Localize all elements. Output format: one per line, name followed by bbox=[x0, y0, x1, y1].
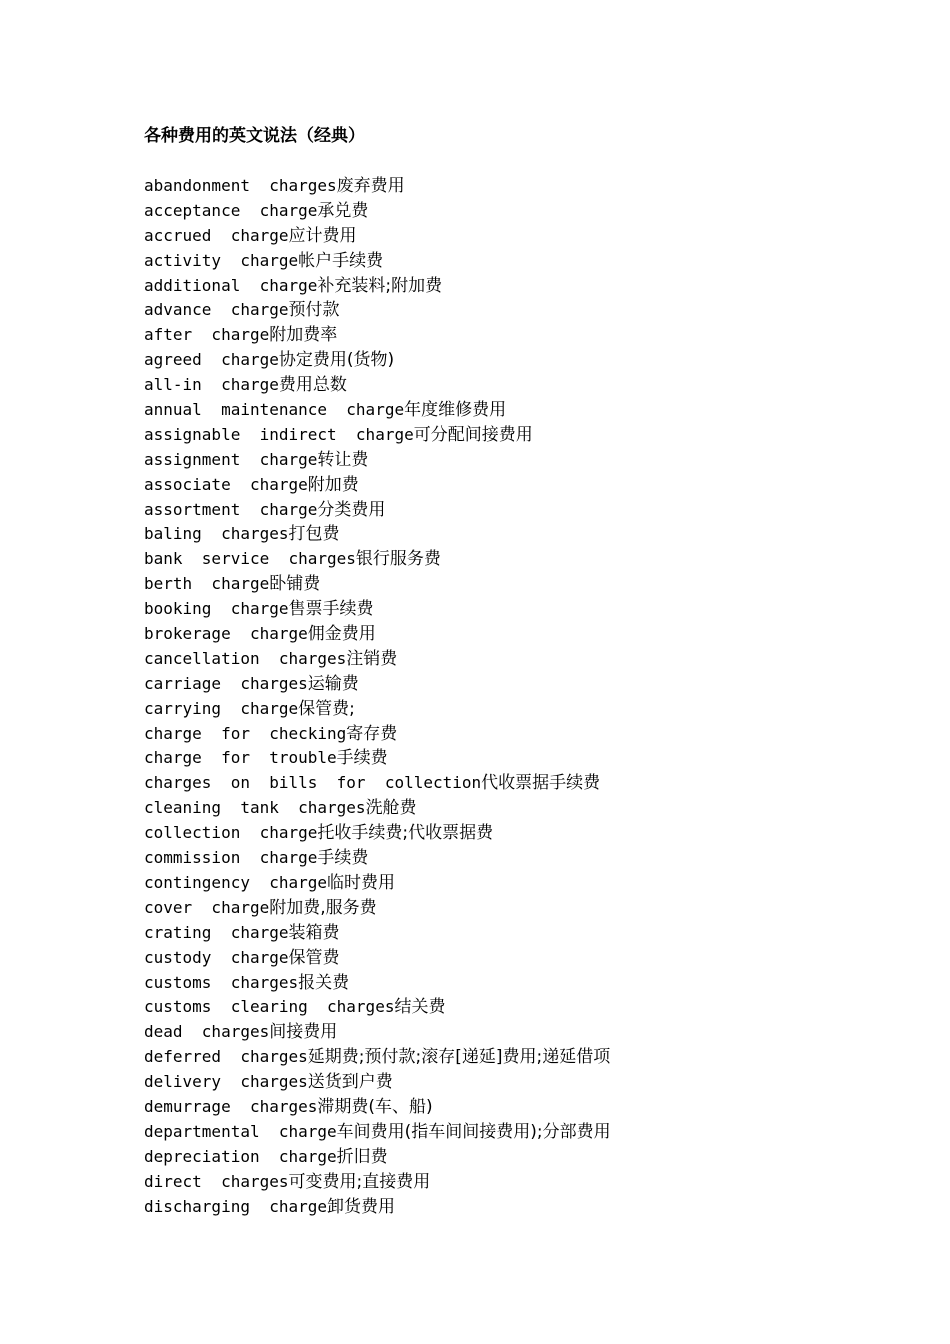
chinese-translation: 临时费用 bbox=[327, 872, 396, 893]
english-term: bank service charges bbox=[144, 549, 356, 569]
glossary-entry bbox=[144, 373, 611, 398]
english-term: assignment charge bbox=[144, 449, 318, 469]
glossary-entry bbox=[144, 971, 611, 996]
glossary-entry bbox=[144, 199, 611, 224]
glossary-entry bbox=[144, 746, 611, 771]
glossary-entry bbox=[144, 722, 611, 747]
chinese-translation: 转让费 bbox=[317, 449, 369, 470]
english-term: depreciation charge bbox=[144, 1146, 337, 1166]
glossary-entry bbox=[144, 946, 611, 971]
glossary-entry bbox=[144, 572, 611, 597]
english-term: charges on bills for collection bbox=[144, 773, 482, 793]
glossary-entry bbox=[144, 423, 611, 448]
chinese-translation: 寄存费 bbox=[346, 723, 398, 744]
english-term: customs clearing charges bbox=[144, 997, 395, 1017]
glossary-entry bbox=[144, 846, 611, 871]
chinese-translation: 协定费用(货物) bbox=[278, 350, 395, 371]
chinese-translation: 手续费 bbox=[336, 748, 388, 769]
chinese-translation: 补充装料;附加费 bbox=[317, 275, 443, 296]
glossary-entry bbox=[144, 1120, 611, 1145]
english-term: crating charge bbox=[144, 922, 289, 942]
glossary-entry bbox=[144, 448, 611, 473]
glossary-entry bbox=[144, 622, 611, 647]
glossary-entry bbox=[144, 348, 611, 373]
english-term: assignable indirect charge bbox=[144, 424, 414, 444]
english-term: customs charges bbox=[144, 972, 299, 992]
chinese-translation: 废弃费用 bbox=[336, 176, 405, 196]
glossary-entry bbox=[144, 1195, 611, 1220]
glossary-entry bbox=[144, 298, 611, 323]
english-term: abandonment charges bbox=[144, 176, 337, 195]
glossary-entry bbox=[144, 1145, 611, 1170]
english-term: carrying charge bbox=[144, 698, 299, 718]
english-term: activity charge bbox=[144, 250, 299, 270]
english-term: after charge bbox=[144, 325, 270, 345]
glossary-entry bbox=[144, 1095, 611, 1120]
english-term: charge for trouble bbox=[144, 748, 337, 768]
chinese-translation: 保管费 bbox=[288, 947, 340, 968]
page-title: 各种费用的英文说法（经典） bbox=[144, 126, 365, 146]
chinese-translation: 银行服务费 bbox=[355, 549, 441, 570]
glossary-entry bbox=[144, 249, 611, 274]
chinese-translation: 售票手续费 bbox=[288, 599, 374, 620]
english-term: accrued charge bbox=[144, 225, 289, 245]
english-term: charge for checking bbox=[144, 723, 347, 743]
glossary-list bbox=[144, 174, 611, 1219]
glossary-entry bbox=[144, 174, 611, 199]
glossary-entry bbox=[144, 896, 611, 921]
english-term: delivery charges bbox=[144, 1072, 308, 1092]
chinese-translation: 附加费,服务费 bbox=[269, 897, 377, 918]
english-term: additional charge bbox=[144, 275, 318, 295]
english-term: brokerage charge bbox=[144, 624, 308, 644]
chinese-translation: 打包费 bbox=[288, 524, 340, 545]
english-term: discharging charge bbox=[144, 1196, 328, 1216]
chinese-translation: 手续费 bbox=[317, 848, 369, 869]
glossary-entry bbox=[144, 995, 611, 1020]
chinese-translation: 可变费用;直接费用 bbox=[288, 1171, 431, 1192]
english-term: custody charge bbox=[144, 947, 289, 967]
english-term: departmental charge bbox=[144, 1121, 337, 1141]
chinese-translation: 结关费 bbox=[394, 997, 446, 1018]
english-term: dead charges bbox=[144, 1022, 270, 1042]
english-term: cancellation charges bbox=[144, 648, 347, 668]
chinese-translation: 费用总数 bbox=[278, 375, 347, 396]
chinese-translation: 装箱费 bbox=[288, 922, 340, 943]
glossary-entry bbox=[144, 473, 611, 498]
english-term: baling charges bbox=[144, 524, 289, 544]
chinese-translation: 预付款 bbox=[288, 300, 340, 321]
chinese-translation: 应计费用 bbox=[288, 225, 357, 246]
english-term: annual maintenance charge bbox=[144, 400, 405, 420]
chinese-translation: 注销费 bbox=[346, 648, 398, 669]
glossary-entry bbox=[144, 647, 611, 672]
glossary-entry bbox=[144, 224, 611, 249]
glossary-entry bbox=[144, 697, 611, 722]
glossary-entry bbox=[144, 1070, 611, 1095]
glossary-entry bbox=[144, 1020, 611, 1045]
english-term: commission charge bbox=[144, 848, 318, 868]
chinese-translation: 卸货费用 bbox=[327, 1196, 396, 1217]
glossary-entry bbox=[144, 547, 611, 572]
chinese-translation: 折旧费 bbox=[336, 1146, 388, 1167]
chinese-translation: 年度维修费用 bbox=[404, 400, 507, 421]
chinese-translation: 托收手续费;代收票据费 bbox=[317, 823, 494, 844]
chinese-translation: 洗舱费 bbox=[365, 798, 417, 819]
english-term: all-in charge bbox=[144, 375, 279, 395]
chinese-translation: 延期费;预付款;滚存[递延]费用;递延借项 bbox=[307, 1047, 611, 1068]
chinese-translation: 附加费率 bbox=[269, 325, 338, 346]
chinese-translation: 间接费用 bbox=[269, 1022, 338, 1043]
english-term: associate charge bbox=[144, 474, 308, 494]
chinese-translation: 保管费; bbox=[298, 698, 355, 719]
glossary-entry bbox=[144, 796, 611, 821]
glossary-entry bbox=[144, 597, 611, 622]
chinese-translation: 分类费用 bbox=[317, 499, 386, 520]
glossary-entry bbox=[144, 871, 611, 896]
chinese-translation: 送货到户费 bbox=[307, 1072, 393, 1093]
english-term: collection charge bbox=[144, 823, 318, 843]
english-term: direct charges bbox=[144, 1171, 289, 1191]
english-term: assortment charge bbox=[144, 499, 318, 519]
chinese-translation: 附加费 bbox=[307, 474, 359, 495]
chinese-translation: 滞期费(车、船) bbox=[317, 1096, 433, 1117]
glossary-entry bbox=[144, 398, 611, 423]
chinese-translation: 运输费 bbox=[307, 673, 359, 694]
chinese-translation: 佣金费用 bbox=[307, 624, 376, 645]
glossary-entry bbox=[144, 274, 611, 299]
chinese-translation: 报关费 bbox=[298, 972, 350, 993]
chinese-translation: 承兑费 bbox=[317, 200, 369, 221]
chinese-translation: 代收票据手续费 bbox=[481, 773, 601, 794]
english-term: demurrage charges bbox=[144, 1096, 318, 1116]
english-term: acceptance charge bbox=[144, 200, 318, 220]
chinese-translation: 卧铺费 bbox=[269, 574, 321, 595]
chinese-translation: 车间费用(指车间间接费用);分部费用 bbox=[336, 1121, 611, 1142]
english-term: contingency charge bbox=[144, 872, 328, 892]
glossary-entry bbox=[144, 821, 611, 846]
english-term: cover charge bbox=[144, 897, 270, 917]
glossary-entry bbox=[144, 323, 611, 348]
english-term: carriage charges bbox=[144, 673, 308, 693]
chinese-translation: 帐户手续费 bbox=[298, 250, 384, 271]
glossary-entry bbox=[144, 1170, 611, 1195]
english-term: booking charge bbox=[144, 599, 289, 619]
glossary-entry bbox=[144, 1045, 611, 1070]
english-term: agreed charge bbox=[144, 350, 279, 370]
chinese-translation: 可分配间接费用 bbox=[413, 424, 533, 445]
english-term: cleaning tank charges bbox=[144, 798, 366, 818]
english-term: deferred charges bbox=[144, 1047, 308, 1067]
english-term: advance charge bbox=[144, 300, 289, 320]
glossary-entry bbox=[144, 921, 611, 946]
glossary-entry bbox=[144, 771, 611, 796]
english-term: berth charge bbox=[144, 574, 270, 594]
glossary-entry bbox=[144, 672, 611, 697]
glossary-entry bbox=[144, 522, 611, 547]
glossary-entry bbox=[144, 498, 611, 523]
